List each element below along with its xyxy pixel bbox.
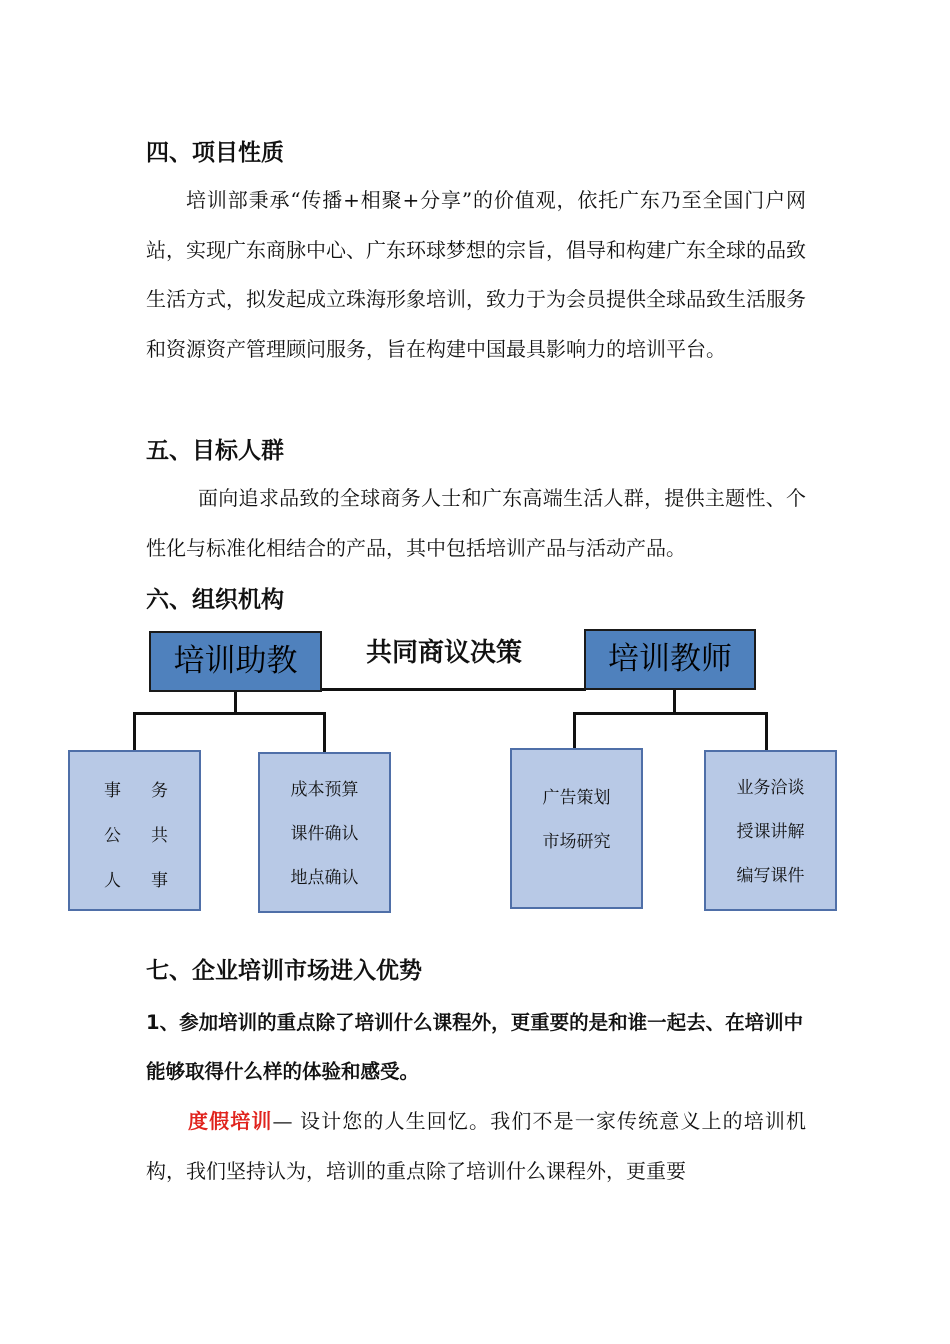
section-7-body bbox=[146, 1097, 806, 1196]
section-5-heading: 五、目标人群 bbox=[146, 438, 284, 464]
box-item: 课件确认 bbox=[290, 824, 359, 844]
box-item: 编写课件 bbox=[736, 866, 805, 886]
connector bbox=[765, 712, 768, 750]
section-4-heading: 四、项目性质 bbox=[146, 140, 284, 166]
box-row: 公 共 bbox=[104, 826, 168, 846]
section-7-heading: 七、企业培训市场进入优势 bbox=[146, 958, 422, 984]
connector bbox=[323, 712, 326, 752]
link-label: 共同商议决策 bbox=[366, 638, 523, 668]
org-head-teacher: 培训教师 bbox=[584, 629, 756, 690]
section-4-body: 培训部秉承“传播+相聚+分享”的价值观，依托广东乃至全国门户网站，实现广东商脉中心、广东环球梦想的宗旨，倡导和构建广东全球的品致生活方式，拟发起成立珠海形象培训，致力于为会员提供全球品致生活服务和资源资产管理顾问服务，旨在构建中国最具影响力的培训平台。 bbox=[146, 188, 806, 361]
section-6-heading: 六、组织机构 bbox=[146, 587, 284, 613]
box-item: 授课讲解 bbox=[736, 822, 805, 842]
box-item: 广告策划 bbox=[542, 788, 611, 808]
connector bbox=[133, 712, 136, 750]
box-row: 事 务 bbox=[104, 781, 168, 801]
box-row: 人 事 bbox=[104, 871, 168, 891]
connector bbox=[234, 692, 237, 714]
org-head-assistant: 培训助教 bbox=[149, 631, 322, 692]
connector bbox=[673, 690, 676, 714]
connector bbox=[573, 712, 576, 748]
box-item: 地点确认 bbox=[290, 868, 359, 888]
connector bbox=[573, 712, 768, 715]
highlight-term: 度假培训 bbox=[188, 1109, 273, 1133]
org-box-business bbox=[704, 750, 837, 911]
section-7-point-1: 1、参加培训的重点除了培训什么课程外，更重要的是和谁一起去、在培训中能够取得什么样的体验和感受。 bbox=[146, 1011, 804, 1083]
connector bbox=[133, 712, 326, 715]
box-item: 业务洽谈 bbox=[736, 778, 805, 798]
section-7-body-text: — 设计您的人生回忆。我们不是一家传统意义上的培训机构，我们坚持认为，培训的重点除了培训什么课程外，更重要 bbox=[146, 1109, 807, 1183]
org-box-marketing bbox=[510, 748, 643, 909]
box-item: 成本预算 bbox=[290, 780, 359, 800]
box-item: 市场研究 bbox=[542, 832, 611, 852]
link-line bbox=[320, 688, 586, 691]
org-box-cost bbox=[258, 752, 391, 913]
org-box-affairs bbox=[68, 750, 201, 911]
section-5-body: 面向追求品致的全球商务人士和广东高端生活人群，提供主题性、个性化与标准化相结合的产品，其中包括培训产品与活动产品。 bbox=[146, 486, 806, 560]
